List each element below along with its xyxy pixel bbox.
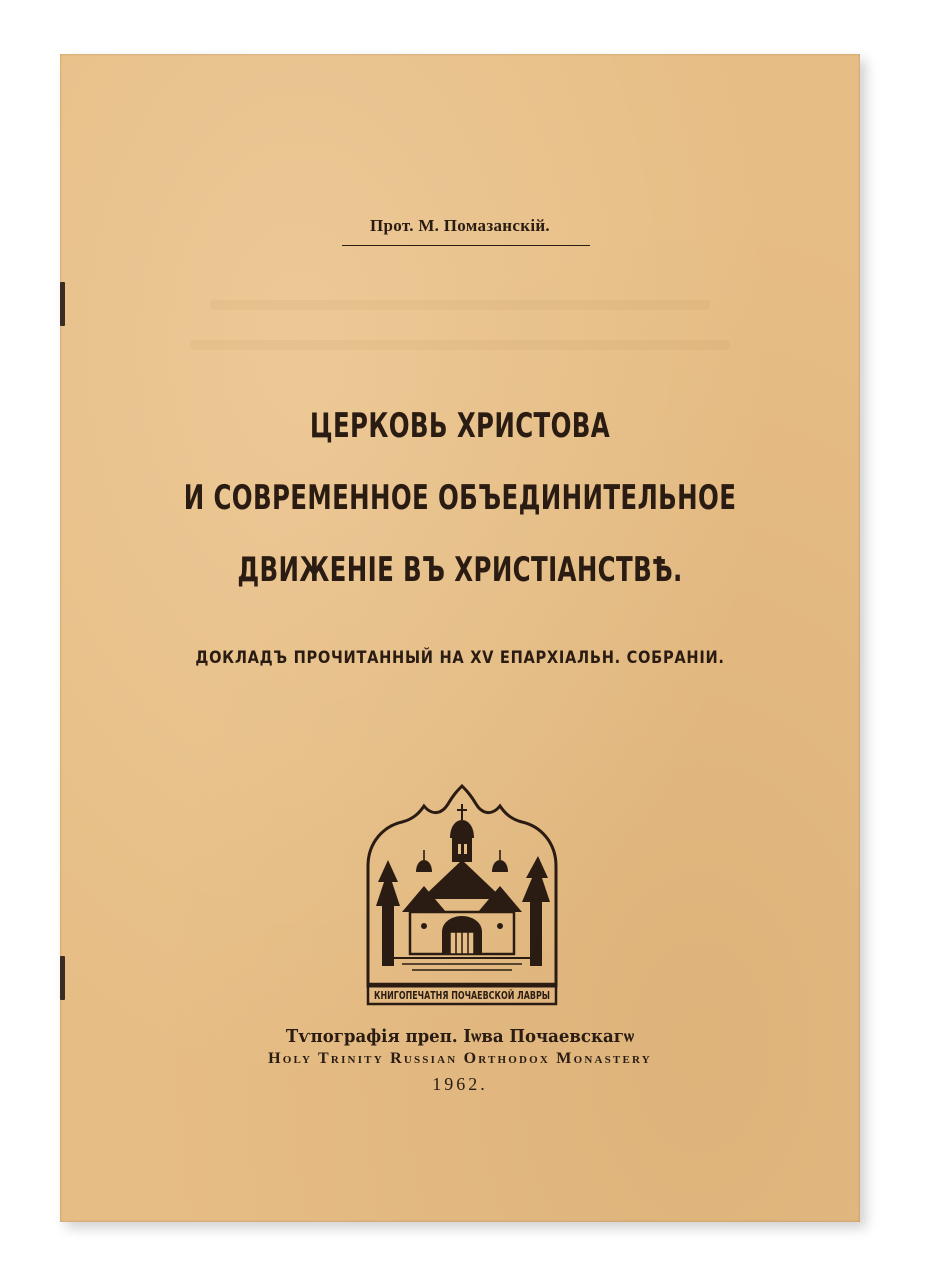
monastery-emblem xyxy=(362,786,607,1006)
printer-line: Тѵпографія преп. Іѡва Почаевскагѡ xyxy=(285,1026,635,1047)
title-line-3: ДВИЖЕНІЕ ВЪ ХРИСТІАНСТВѢ. xyxy=(237,550,683,590)
author-name: Прот. М. Помазанскій. xyxy=(370,216,550,235)
subtitle: ДОКЛАДЪ ПРОЧИТАННЫЙ НА XV ЕПАРХІАЛЬН. СОБРАНІИ. xyxy=(195,648,725,668)
publication-year: 1962. xyxy=(432,1074,488,1094)
author-underline xyxy=(342,245,590,246)
title-line-2: И СОВРЕМЕННОЕ ОБЪЕДИНИТЕЛЬНОЕ xyxy=(183,478,737,518)
title-line-1: ЦЕРКОВЬ ХРИСТОВА xyxy=(309,406,611,446)
show-through-shadow xyxy=(210,300,710,310)
booklet-cover xyxy=(60,54,860,1222)
show-through-shadow xyxy=(190,340,730,350)
top-staple xyxy=(60,282,65,326)
monastery-line: Holy Trinity Russian Orthodox Monastery xyxy=(268,1050,652,1067)
bottom-staple xyxy=(60,956,65,1000)
emblem-caption: КНИГОПЕЧАТНЯ ПОЧАЕВСКОЙ ЛАВРЫ xyxy=(374,990,607,1002)
